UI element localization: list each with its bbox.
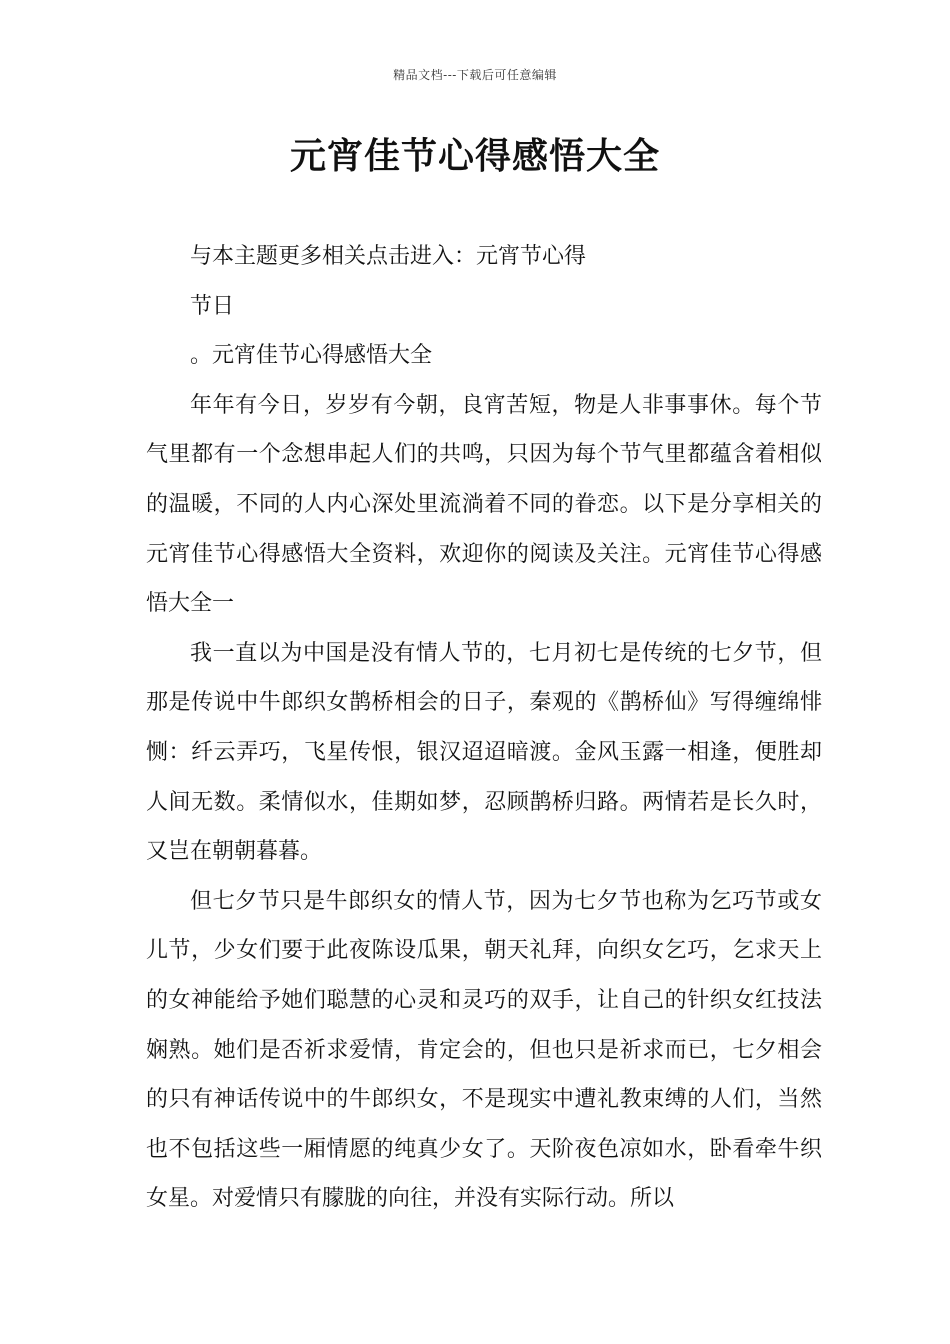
body-paragraph: 我一直以为中国是没有情人节的，七月初七是传统的七夕节，但那是传说中牛郎织女鹊桥相会的日子，秦观的《鹊桥仙》写得缠绵悱恻：纤云弄巧，飞星传恨，银汉迢迢暗渡。金风玉露一相逢，便胜却人间无数。柔情似水，佳期如梦，忍顾鹊桥归路。两情若是长久时，又岂在朝朝暮暮。 (146, 640, 822, 865)
page-header: 精品文档---下载后可任意编辑 (393, 68, 557, 82)
body-paragraph: 但七夕节只是牛郎织女的情人节，因为七夕节也称为乞巧节或女儿节，少女们要于此夜陈设瓜果，朝天礼拜，向织女乞巧，乞求天上的女神能给予她们聪慧的心灵和灵巧的双手，让自己的针织女红技法娴熟。她们是否祈求爱情，肯定会的，但也只是祈求而已，七夕相会的只有神话传说中的牛郎织女，不是现实中遭礼教束缚的人们，当然也不包括这些一厢情愿的纯真少女了。天阶夜色凉如水，卧看牵牛织女星。对爱情只有朦胧的向往，并没有实际行动。所以 (146, 888, 822, 1212)
body-paragraph: 节日 (190, 293, 235, 319)
body-paragraph: 。元宵佳节心得感悟大全 (190, 343, 433, 369)
document-body (146, 232, 822, 1224)
document-title: 元宵佳节心得感悟大全 (289, 135, 660, 177)
body-paragraph: 年年有今日，岁岁有今朝，良宵苦短，物是人非事事休。每个节气里都有一个念想串起人们的共鸣，只因为每个节气里都蕴含着相似的温暖，不同的人内心深处里流淌着不同的眷恋。以下是分享相关的元宵佳节心得感悟大全资料，欢迎你的阅读及关注。元宵佳节心得感悟大全一 (146, 392, 822, 617)
related-topic-link-paragraph: 与本主题更多相关点击进入：元宵节心得 (190, 244, 587, 269)
